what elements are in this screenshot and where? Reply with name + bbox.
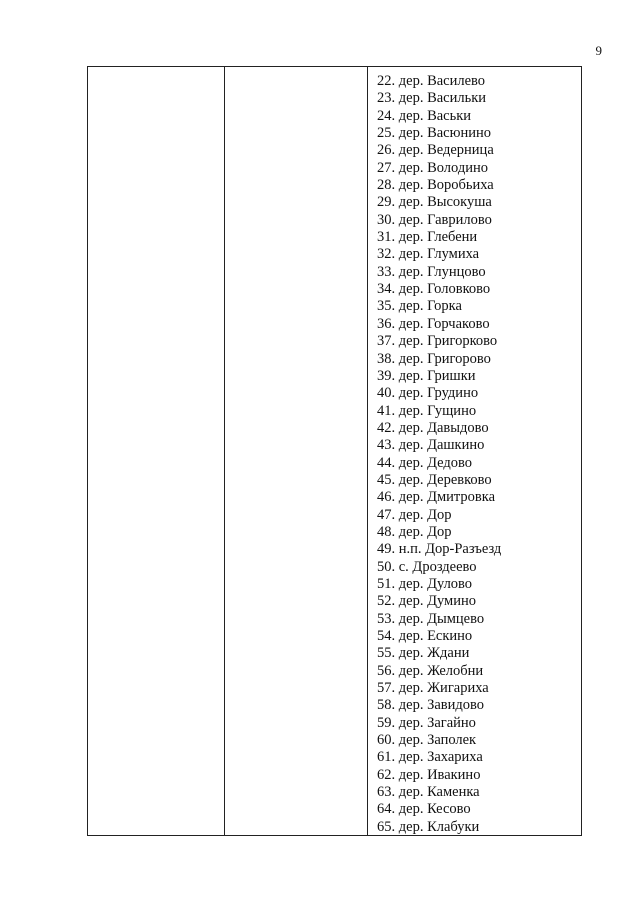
list-item: 43. дер. Дашкино [377,437,485,454]
list-item: 48. дер. Дор [377,523,452,540]
table-column-3 [368,67,581,835]
list-item: 33. дер. Глунцово [377,263,486,280]
list-item: 31. дер. Глебени [377,229,478,246]
list-item: 37. дер. Григорково [377,333,498,350]
list-item: 54. дер. Ескино [377,628,473,644]
list-item: 64. дер. Кесово [377,801,471,818]
list-item: 57. дер. Жигариха [377,680,489,697]
list-item: 50. с. Дроздеево [377,558,477,575]
list-item: 34. дер. Головково [377,281,491,298]
settlement-list [377,73,581,836]
list-item: 60. дер. Заполек [377,732,477,749]
list-item: 25. дер. Васюнино [377,125,491,142]
list-item: 30. дер. Гаврилово [377,211,492,228]
list-item: 41. дер. Гущино [377,402,477,419]
list-item: 47. дер. Дор [377,506,452,523]
list-item: 52. дер. Думино [377,593,476,610]
list-item: 22. дер. Василево [377,73,486,89]
list-item: 36. дер. Горчаково [377,315,490,332]
list-item: 46. дер. Дмитровка [377,489,496,506]
list-item: 32. дер. Глумиха [377,246,480,263]
list-item: 51. дер. Дулово [377,575,473,592]
list-item: 65. дер. Клабуки [377,818,480,835]
list-item: 61. дер. Захариха [377,749,483,766]
list-item: 53. дер. Дымцево [377,610,485,627]
list-item: 27. дер. Володино [377,159,489,176]
list-item: 29. дер. Высокуша [377,194,492,211]
list-item: 28. дер. Воробьиха [377,177,494,194]
list-item: 35. дер. Горка [377,298,462,315]
table-column-2 [225,67,368,835]
list-item: 62. дер. Ивакино [377,766,481,783]
list-item: 38. дер. Григорово [377,350,491,367]
list-item: 44. дер. Дедово [377,454,473,471]
list-item: 55. дер. Ждани [377,645,470,662]
list-item: 58. дер. Завидово [377,697,484,714]
list-item: 40. дер. Грудино [377,385,479,402]
list-item: 59. дер. Загайно [377,714,476,731]
table-column-1 [88,67,225,835]
list-item: 56. дер. Желобни [377,662,484,679]
list-item: 45. дер. Деревково [377,471,492,488]
page-number: 9 [595,43,602,58]
list-item: 26. дер. Ведерница [377,142,494,159]
list-item: 42. дер. Давыдово [377,419,489,436]
list-item: 23. дер. Васильки [377,90,487,107]
settlements-table [87,66,582,836]
list-item: 49. н.п. Дор-Разъезд [377,541,502,558]
list-item: 63. дер. Каменка [377,784,480,801]
list-item: 39. дер. Гришки [377,367,476,384]
list-item: 24. дер. Васьки [377,107,472,124]
